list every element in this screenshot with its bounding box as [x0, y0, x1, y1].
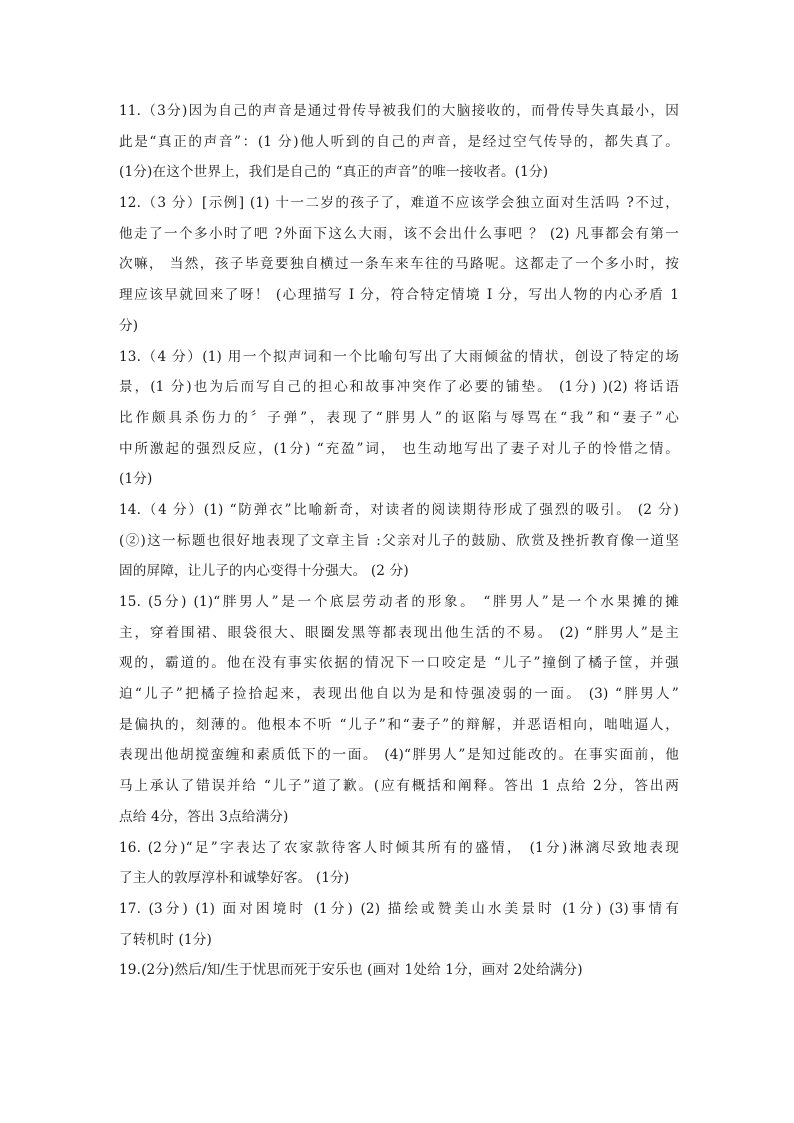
answer-line: 16. (2分)“足”字表达了农家款待客人时倾其所有的盛情， (1分)淋漓尽致地表现 [119, 839, 679, 856]
answer-line: 次嘛， 当然，孩子毕竟要独自横过一条车来车往的马路呢。这都走了一个多小时，按 [119, 256, 679, 273]
answer-line: 15. (5分) (1)“胖男人”是一个底层劳动者的形象。 “胖男人”是一个水果摊的摊 [119, 594, 679, 610]
answer-item [119, 955, 679, 986]
answer-line: 迫“儿子”把橘子捡拾起来，表现出他自以为是和恃强凌弱的一面。 (3) “胖男人” [119, 686, 679, 703]
answer-item [119, 342, 679, 495]
answer-line: 14.（4 分）(1) “防弹衣”比喻新奇，对读者的阅读期待形成了强烈的吸引。 (2 分) [119, 501, 679, 518]
answer-line: 19.(2分)然后/知/生于忧思而死于安乐也 (画对 1处给 1分，画对 2处给满分) [119, 962, 583, 979]
answer-line: 固的屏障，让儿子的内心变得十分强大。 (2 分) [119, 563, 409, 580]
answer-line: 了主人的敦厚淳朴和诚挚好客。 (1分) [119, 870, 350, 887]
answer-line: 观的，霸道的。他在没有事实依据的情况下一口咬定是 “儿子”撞倒了橘子筐，并强 [119, 655, 679, 672]
answer-line: (1分)在这个世界上，我们是自己的 “真正的声音”的唯一接收者。(1分) [119, 164, 549, 181]
answer-line: 11.（3分)因为自己的声音是通过骨传导被我们的大脑接收的，而骨传导失真最小，因 [119, 103, 679, 119]
answer-line: 13.（4 分）(1) 用一个拟声词和一个比喻句写出了大雨倾盆的情状，创设了特定的场 [119, 348, 679, 365]
answer-line: 12.（3 分）[示例] (1) 十一二岁的孩子了，难道不应该学会独立面对生活吗 ?不过， [119, 195, 679, 212]
answer-item [119, 587, 679, 833]
answer-line: 表现出他胡搅蛮缠和素质低下的一面。 (4)“胖男人”是知过能改的。在事实面前，他 [119, 747, 679, 764]
answer-item [119, 894, 679, 955]
answer-key-page [119, 96, 679, 986]
answer-line: 是偏执的，刻薄的。他根本不听 “儿子”和“妻子”的辩解，并恶语相向，咄咄逼人， [119, 716, 679, 733]
answer-line: 中所激起的强烈反应，(1分) “充盈”词， 也生动地写出了妻子对儿子的怜惜之情。 [119, 440, 679, 457]
answer-line: (1分) [119, 471, 153, 488]
answer-line: 景，(1 分)也为后而写自己的担心和故事冲突作了必要的铺垫。 (1分) )(2) 将话语 [119, 379, 679, 396]
answer-line: (②)这一标题也很好地表现了文章主旨 :父亲对儿子的鼓励、欣赏及挫折教育像一道坚 [119, 532, 679, 549]
answer-line: 此是“真正的声音”：(1 分)他人听到的自己的声音，是经过空气传导的，都失真了。 [119, 133, 679, 150]
answer-line: 比作颇具杀伤力的〞子弹”，表现了“胖男人”的讴陷与辱骂在“我”和“妻子”心 [119, 409, 679, 426]
answer-line: 理应该早就回来了呀！ (心理描写 I 分，符合特定情境 I 分，写出人物的内心矛盾 1 [119, 287, 679, 304]
answer-line: 他走了一个多小时了吧 ?外面下这么大雨，该不会出什么事吧 ？ (2) 凡事都会有第一 [119, 225, 679, 242]
answer-line: 分) [119, 317, 139, 334]
answer-line: 点给 4分，答出 3点给满分) [119, 808, 289, 825]
answer-line: 主，穿着围裙、眼袋很大、眼圈发黑等都表现出他生活的不易。 (2) “胖男人”是主 [119, 624, 679, 641]
answer-line: 了转机时 (1分) [119, 931, 212, 948]
answer-item [119, 833, 679, 894]
answer-line: 马上承认了错误并给 “儿子”道了歉。(应有概括和阐释。答出 1 点给 2分，答出两 [119, 778, 679, 795]
answer-line: 17. (3分) (1) 面对困境时 (1分) (2) 描绘或赞美山水美景时 (1分) (3)事情有 [119, 900, 679, 917]
answer-item [119, 96, 679, 188]
answer-item [119, 188, 679, 341]
answer-item [119, 495, 679, 587]
